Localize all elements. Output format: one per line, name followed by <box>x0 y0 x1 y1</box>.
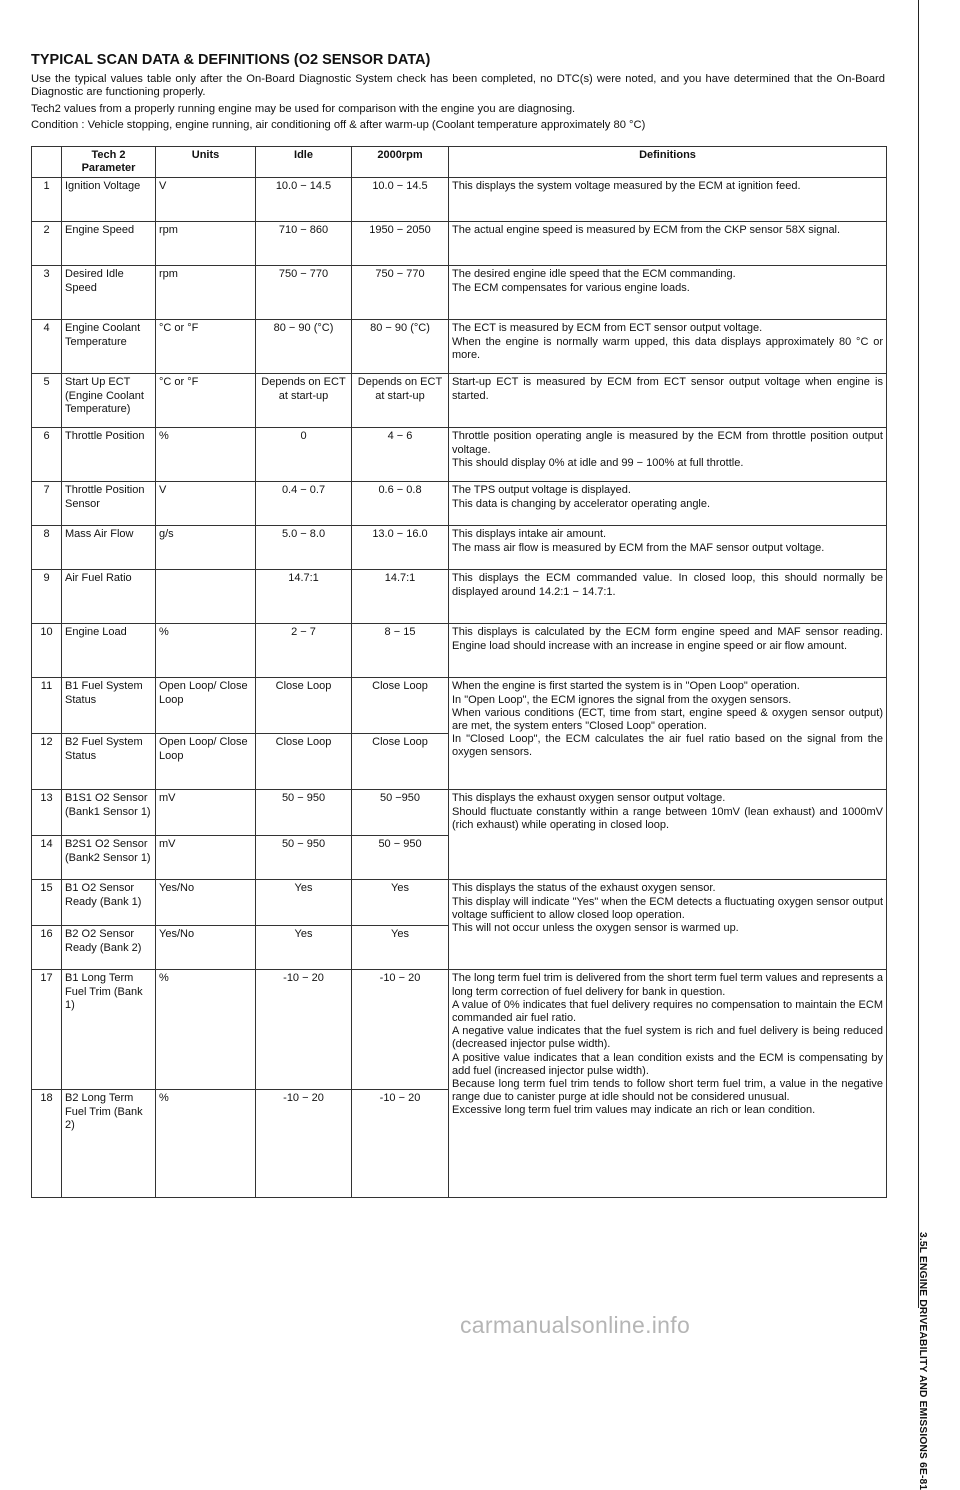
definition-line: In "Closed Loop", the ECM calculates the air fuel ratio based on the signal from the oxygen sensors. <box>452 733 883 759</box>
row-definition <box>449 970 887 1198</box>
row-parameter: B2 O2 Sensor Ready (Bank 2) <box>62 926 156 970</box>
row-units: Open Loop/ Close Loop <box>156 734 256 790</box>
definition-line: Start-up ECT is measured by ECM from ECT sensor output voltage when engine is started. <box>452 376 883 402</box>
row-idle-value: Close Loop <box>256 678 352 734</box>
table-row <box>32 880 887 926</box>
intro-paragraph: Tech2 values from a properly running engine may be used for comparison with the engine you are diagnosing. <box>31 102 576 115</box>
intro-paragraph: Condition : Vehicle stopping, engine running, air conditioning off & after warm-up (Coolant temperature approximately 80 °C) <box>31 119 646 132</box>
row-number: 9 <box>32 570 62 624</box>
row-idle-value: 10.0 − 14.5 <box>256 178 352 222</box>
row-2000rpm-value: 4 − 6 <box>352 428 449 482</box>
header-definitions: Definitions <box>449 147 887 178</box>
row-number: 2 <box>32 222 62 266</box>
definition-line: A positive value indicates that a lean condition exists and the ECM is compensating by add fuel (increased injector pulse width). <box>452 1051 883 1077</box>
definition-line: The desired engine idle speed that the ECM commanding. <box>452 268 736 281</box>
table-row <box>32 624 887 678</box>
row-2000rpm-value: Yes <box>352 880 449 926</box>
row-number: 8 <box>32 526 62 570</box>
row-parameter: Engine Speed <box>62 222 156 266</box>
row-2000rpm-value: -10 − 20 <box>352 970 449 1090</box>
table-row <box>32 482 887 526</box>
row-idle-value: -10 − 20 <box>256 970 352 1090</box>
row-units: V <box>156 482 256 526</box>
definition-line: The long term fuel trim is delivered from the short term fuel term values and represents a long term correction of fuel delivery for bank in question. <box>452 972 884 998</box>
row-number: 5 <box>32 374 62 428</box>
row-2000rpm-value: 50 −950 <box>352 790 449 836</box>
header-num <box>32 147 62 178</box>
definition-line: This displays the exhaust oxygen sensor output voltage. <box>452 792 726 805</box>
definition-line: When various conditions (ECT, time from start, engine speed & oxygen sensor output) are met, the system enters "Closed Loop" operation. <box>452 706 883 733</box>
table-header-row <box>32 147 887 178</box>
row-number: 1 <box>32 178 62 222</box>
row-number: 13 <box>32 790 62 836</box>
row-units: Open Loop/ Close Loop <box>156 678 256 734</box>
row-number: 10 <box>32 624 62 678</box>
definition-line: The TPS output voltage is displayed. <box>452 484 631 497</box>
row-idle-value: 80 − 90 (°C) <box>256 320 352 374</box>
row-parameter: Start Up ECT (Engine Coolant Temperature) <box>62 374 156 428</box>
definition-line: When the engine is normally warm upped, this data displays approximately 80 °C or more. <box>452 335 883 361</box>
row-units: g/s <box>156 526 256 570</box>
table-row <box>32 526 887 570</box>
row-number: 18 <box>32 1090 62 1198</box>
table-row <box>32 970 887 1090</box>
row-parameter: B2S1 O2 Sensor (Bank2 Sensor 1) <box>62 836 156 880</box>
table-row <box>32 374 887 428</box>
row-number: 6 <box>32 428 62 482</box>
side-label-text: 3.5L ENGINE DRIVEABILITY AND EMISSIONS 6E-81 <box>917 1232 928 1490</box>
definition-line: Because long term fuel trim tends to follow short term fuel trim, a value in the negative range due to canister purge at idle should not be considered unusual. <box>452 1078 883 1104</box>
page-title: TYPICAL SCAN DATA & DEFINITIONS (O2 SENSOR DATA) <box>31 52 431 68</box>
row-units: Yes/No <box>156 926 256 970</box>
row-2000rpm-value: 14.7:1 <box>352 570 449 624</box>
row-definition <box>449 374 887 428</box>
row-2000rpm-value: Depends on ECT at start-up <box>352 374 449 428</box>
row-idle-value: Yes <box>256 880 352 926</box>
row-units: mV <box>156 790 256 836</box>
row-definition <box>449 320 887 374</box>
row-units: % <box>156 970 256 1090</box>
row-number: 14 <box>32 836 62 880</box>
definition-line: This should display 0% at idle and 99 − 100% at full throttle. <box>452 456 744 469</box>
row-idle-value: 50 − 950 <box>256 790 352 836</box>
definition-line: This displays is calculated by the ECM form engine speed and MAF sensor reading. Engine load should increase with an increase in engine speed or air flow amount. <box>452 626 883 652</box>
row-definition <box>449 482 887 526</box>
row-units: % <box>156 428 256 482</box>
row-parameter: B2 Fuel System Status <box>62 734 156 790</box>
row-definition <box>449 678 887 790</box>
row-idle-value: Depends on ECT at start-up <box>256 374 352 428</box>
row-2000rpm-value: 10.0 − 14.5 <box>352 178 449 222</box>
table-row <box>32 320 887 374</box>
header-idle: Idle <box>256 147 352 178</box>
row-definition <box>449 624 887 678</box>
row-definition <box>449 880 887 970</box>
row-definition <box>449 266 887 320</box>
row-parameter: Throttle Position <box>62 428 156 482</box>
row-definition <box>449 178 887 222</box>
row-definition <box>449 222 887 266</box>
table-row <box>32 428 887 482</box>
row-2000rpm-value: 1950 − 2050 <box>352 222 449 266</box>
definition-line: This displays the system voltage measured by the ECM at ignition feed. <box>452 180 801 193</box>
row-idle-value: 750 − 770 <box>256 266 352 320</box>
definition-line: The actual engine speed is measured by ECM from the CKP sensor 58X signal. <box>452 224 841 237</box>
watermark: carmanualsonline.info <box>460 1312 691 1338</box>
row-2000rpm-value: -10 − 20 <box>352 1090 449 1198</box>
definition-line: The mass air flow is measured by ECM from the MAF sensor output voltage. <box>452 541 825 554</box>
definition-line: This displays the status of the exhaust oxygen sensor. <box>452 882 716 895</box>
row-idle-value: 14.7:1 <box>256 570 352 624</box>
row-idle-value: Yes <box>256 926 352 970</box>
definition-line: The ECT is measured by ECM from ECT sensor output voltage. <box>452 322 763 335</box>
row-definition <box>449 526 887 570</box>
row-units <box>156 570 256 624</box>
definition-line: When the engine is first started the system is in "Open Loop" operation. <box>452 680 800 693</box>
table-row <box>32 570 887 624</box>
definition-line: This displays the ECM commanded value. In closed loop, this should normally be displayed around 14.2:1 − 14.7:1. <box>452 572 883 598</box>
scan-data-table <box>31 146 887 1198</box>
row-parameter: B1 Fuel System Status <box>62 678 156 734</box>
row-parameter: B1S1 O2 Sensor (Bank1 Sensor 1) <box>62 790 156 836</box>
row-2000rpm-value: 50 − 950 <box>352 836 449 880</box>
row-units: °C or °F <box>156 374 256 428</box>
definition-line: This display will indicate "Yes" when the ECM detects a fluctuating oxygen sensor output voltage sufficient to allow closed loop operation. <box>452 895 883 921</box>
row-idle-value: 0 <box>256 428 352 482</box>
intro-paragraph: Use the typical values table only after the On-Board Diagnostic System check has been completed, no DTC(s) were noted, and you have determined that the On-Board Diagnostic are functioning properly. <box>31 73 885 99</box>
row-parameter: B1 Long Term Fuel Trim (Bank 1) <box>62 970 156 1090</box>
row-2000rpm-value: Close Loop <box>352 734 449 790</box>
definition-line: This data is changing by accelerator operating angle. <box>452 497 711 510</box>
row-2000rpm-value: 0.6 − 0.8 <box>352 482 449 526</box>
row-parameter: Air Fuel Ratio <box>62 570 156 624</box>
row-2000rpm-value: 80 − 90 (°C) <box>352 320 449 374</box>
row-units: °C or °F <box>156 320 256 374</box>
row-parameter: Ignition Voltage <box>62 178 156 222</box>
row-parameter: Desired Idle Speed <box>62 266 156 320</box>
row-idle-value: 0.4 − 0.7 <box>256 482 352 526</box>
row-idle-value: -10 − 20 <box>256 1090 352 1198</box>
row-parameter: B1 O2 Sensor Ready (Bank 1) <box>62 880 156 926</box>
row-2000rpm-value: 13.0 − 16.0 <box>352 526 449 570</box>
definition-line: Excessive long term fuel trim values may indicate an rich or lean condition. <box>452 1104 816 1117</box>
row-units: rpm <box>156 222 256 266</box>
table-row <box>32 178 887 222</box>
row-idle-value: 2 − 7 <box>256 624 352 678</box>
row-2000rpm-value: 8 − 15 <box>352 624 449 678</box>
row-idle-value: 710 − 860 <box>256 222 352 266</box>
row-definition <box>449 790 887 880</box>
definition-line: Throttle position operating angle is measured by the ECM from throttle position output voltage. <box>452 430 883 456</box>
row-idle-value: 50 − 950 <box>256 836 352 880</box>
row-number: 17 <box>32 970 62 1090</box>
intro-text <box>31 73 885 136</box>
row-idle-value: Close Loop <box>256 734 352 790</box>
row-definition <box>449 428 887 482</box>
side-divider <box>918 0 919 1308</box>
row-number: 7 <box>32 482 62 526</box>
table-row <box>32 678 887 734</box>
header-units: Units <box>156 147 256 178</box>
row-parameter: Engine Load <box>62 624 156 678</box>
row-units: V <box>156 178 256 222</box>
definition-line: A negative value indicates that the fuel system is rich and fuel delivery is being reduced (decreased injector pulse width). <box>452 1025 883 1051</box>
row-units: rpm <box>156 266 256 320</box>
row-parameter: Throttle Position Sensor <box>62 482 156 526</box>
row-units: % <box>156 1090 256 1198</box>
definition-line: This displays intake air amount. <box>452 528 607 541</box>
row-2000rpm-value: 750 − 770 <box>352 266 449 320</box>
row-parameter: B2 Long Term Fuel Trim (Bank 2) <box>62 1090 156 1198</box>
row-parameter: Engine Coolant Temperature <box>62 320 156 374</box>
table-row <box>32 222 887 266</box>
row-number: 12 <box>32 734 62 790</box>
row-2000rpm-value: Yes <box>352 926 449 970</box>
table-body <box>32 178 887 1198</box>
header-2000rpm: 2000rpm <box>352 147 449 178</box>
definition-line: A value of 0% indicates that fuel delivery requires no compensation to maintain the ECM commanded air fuel ratio. <box>452 998 883 1025</box>
header-param: Tech 2 Parameter <box>62 147 156 178</box>
definition-line: This will not occur unless the oxygen sensor is warmed up. <box>452 922 739 935</box>
row-number: 16 <box>32 926 62 970</box>
row-definition <box>449 570 887 624</box>
row-number: 3 <box>32 266 62 320</box>
row-units: % <box>156 624 256 678</box>
definition-line: The ECM compensates for various engine loads. <box>452 281 690 294</box>
table-row <box>32 266 887 320</box>
row-units: Yes/No <box>156 880 256 926</box>
table-row <box>32 790 887 836</box>
definition-line: Should fluctuate constantly within a range between 10mV (lean exhaust) and 1000mV (rich exhaust) while operating in closed loop. <box>452 805 883 831</box>
row-number: 15 <box>32 880 62 926</box>
row-units: mV <box>156 836 256 880</box>
row-2000rpm-value: Close Loop <box>352 678 449 734</box>
definition-line: In "Open Loop", the ECM ignores the signal from the oxygen sensors. <box>452 693 792 706</box>
row-idle-value: 5.0 − 8.0 <box>256 526 352 570</box>
row-parameter: Mass Air Flow <box>62 526 156 570</box>
row-number: 11 <box>32 678 62 734</box>
row-number: 4 <box>32 320 62 374</box>
